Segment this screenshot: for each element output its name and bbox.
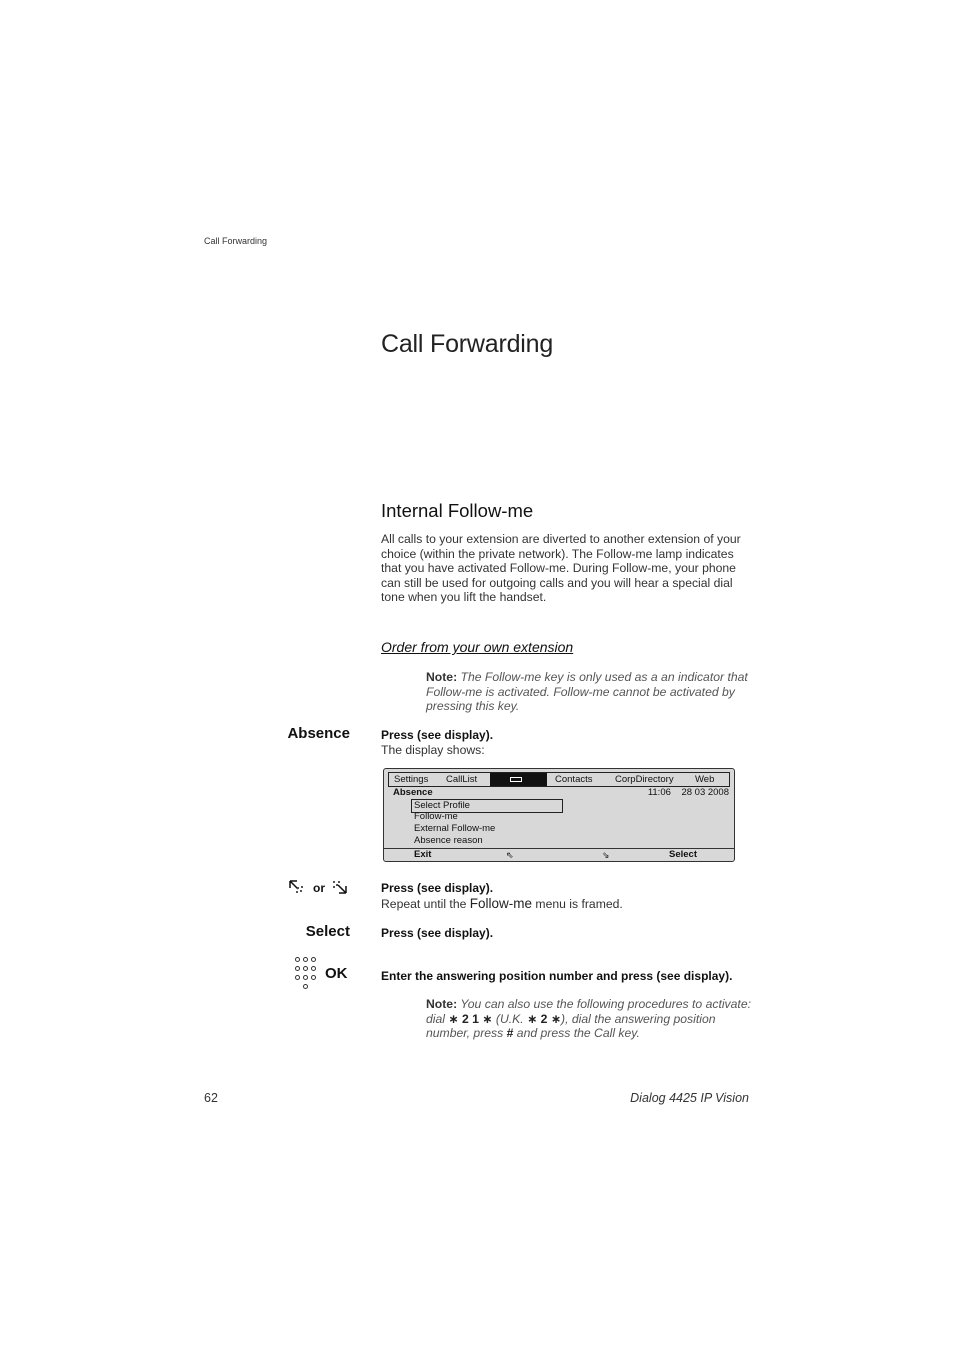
product-name: Dialog 4425 IP Vision <box>630 1091 749 1105</box>
navigation-keys <box>289 878 351 898</box>
note-label: Note: <box>426 670 458 684</box>
keypad-icon <box>294 956 322 992</box>
note-follow-me-key <box>426 670 756 714</box>
note-text-1: You can also use the following procedures to activate: dial <box>426 997 751 1026</box>
absence-tab-icon <box>510 777 522 782</box>
display-tab-bar <box>388 772 730 787</box>
absence-step-title: Press (see display). <box>381 728 494 742</box>
tab-corpdirectory: CorpDirectory <box>615 774 674 785</box>
select-key-label: Select <box>305 923 350 940</box>
note-code-1: ∗ 2 1 ∗ <box>448 1011 493 1026</box>
down-arrow-key-icon <box>332 880 348 894</box>
note-alternative-procedure <box>426 997 756 1041</box>
tab-settings: Settings <box>394 774 429 785</box>
softkey-exit: Exit <box>414 849 432 860</box>
or-label: or <box>313 881 325 895</box>
section-intro: All calls to your extension are diverted to another extension of your choice (within the private network). The Follow-me lamp indicates that you have activated Follow-me. During Follow-me, your phone can still be used for outgoing calls and you will hear a special dial tone when you lift the handset. <box>381 532 741 604</box>
navigate-step-text <box>381 896 623 911</box>
tab-calllist: CallList <box>446 774 478 785</box>
note-code-3: # <box>506 1026 514 1040</box>
navigate-text-after: menu is framed. <box>535 897 623 911</box>
enter-step-title: Enter the answering position number and press (see display). <box>381 969 733 983</box>
navigate-menu-name: Follow-me <box>469 896 533 911</box>
menu-item-absence-reason: Absence reason <box>414 835 483 846</box>
display-title: Absence <box>393 787 433 798</box>
absence-key-label: Absence <box>287 725 350 742</box>
tab-absence-active <box>490 773 547 786</box>
note-label: Note: <box>426 997 458 1011</box>
softkey-down-arrow-icon: ⇘ <box>602 850 610 860</box>
phone-display <box>383 768 735 862</box>
display-date: 28 03 2008 <box>681 787 729 798</box>
page-number: 62 <box>204 1091 218 1105</box>
navigate-text-before: Repeat until the <box>381 897 467 911</box>
section-title: Internal Follow-me <box>381 500 534 521</box>
softkey-up-arrow-icon: ⇖ <box>506 850 514 860</box>
menu-item-external-follow-me: External Follow-me <box>414 823 496 834</box>
running-header: Call Forwarding <box>204 236 268 246</box>
note-text-2: (U.K. <box>495 1011 524 1026</box>
select-step-title: Press (see display). <box>381 926 494 940</box>
tab-web: Web <box>695 774 715 785</box>
menu-item-select-profile: Select Profile <box>411 799 563 813</box>
note-text: The Follow-me key is only used as a an indicator that Follow-me is activated. Follow-me cannot be activated by pressing this key. <box>426 670 748 713</box>
display-softkey-bar <box>384 848 734 861</box>
subsection-title: Order from your own extension <box>381 639 574 655</box>
note-text-4: and press the Call key. <box>516 1026 640 1040</box>
softkey-select: Select <box>669 849 697 860</box>
absence-step-text: The display shows: <box>381 743 485 757</box>
display-time: 11:06 <box>647 787 671 798</box>
menu-item-follow-me: Follow-me <box>414 811 458 822</box>
tab-contacts: Contacts <box>555 774 593 785</box>
navigate-step-title: Press (see display). <box>381 881 494 895</box>
note-code-2: ∗ 2 ∗ <box>527 1011 562 1026</box>
display-datetime <box>648 787 729 798</box>
up-arrow-key-icon <box>289 880 305 894</box>
chapter-title: Call Forwarding <box>381 330 554 358</box>
ok-key-label: OK <box>325 965 348 982</box>
note-text-3: ), dial the answering position number, press <box>426 1011 716 1040</box>
